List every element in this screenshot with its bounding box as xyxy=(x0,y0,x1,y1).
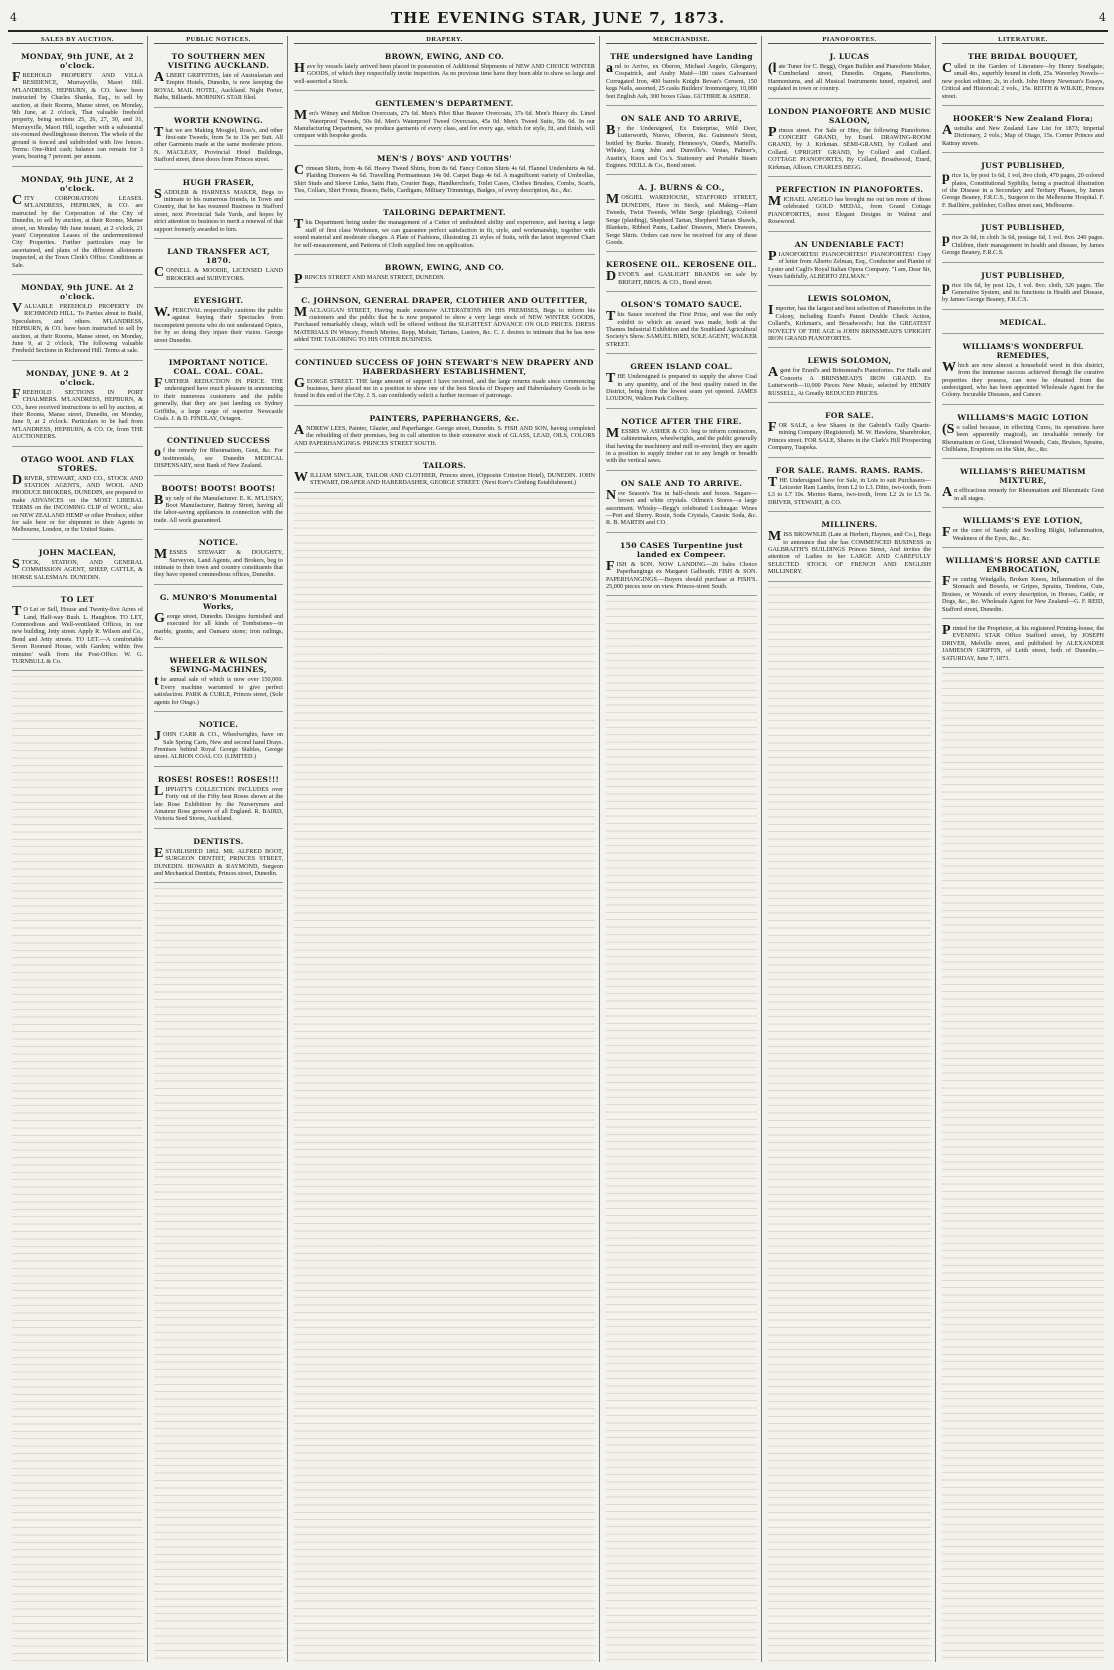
advertisement xyxy=(768,47,931,99)
advertisement xyxy=(12,278,143,361)
advertisement xyxy=(154,431,283,475)
ad-heading: MONDAY, 9th JUNE, At 2 o'clock. xyxy=(21,52,134,70)
ad-heading: CONTINUED SUCCESS OF JOHN STEWART'S NEW DRAPERY AND HABERDASHERY ESTABLISHMENT, xyxy=(295,357,594,376)
advertisement xyxy=(768,406,931,458)
column-header: DRAPERY. xyxy=(294,36,595,44)
ad-body: DRIVER, STEWART, AND CO., STOCK AND STATION AGENTS, AND WOOL AND PRODUCE BROKERS, DUNEDIN, are prepared to make ADVANCES on the MOST LIBERAL TERMS on the INCOMING CLIP of WOOL; also on NEW ZEALAND HEMP or other Produce, either for sale here or for shipment to their Agents in Melbourne, London, or the United States. xyxy=(12,472,143,534)
ad-body: New Season's Tea in half-chests and boxes. Sugars—brown and white crystals. Oilmen's Stores—a large assortment. Whisky—Begg's celebrated Lochnagar. Wines—Port and Sherry. Rosin, Soda Crystals, Caustic Soda, &c. R. B. MARTIN and CO. xyxy=(606,487,757,527)
ad-heading: ON SALE AND TO ARRIVE, xyxy=(620,114,743,124)
ad-heading: HUGH FRASER, xyxy=(182,177,255,187)
advertisement xyxy=(154,173,283,239)
ad-body: PRINCES STREET AND MANSE STREET, DUNEDIN. xyxy=(294,272,446,288)
ad-heading: LONDON PIANOFORTE AND MUSIC SALOON, xyxy=(768,106,931,125)
advertisement xyxy=(942,408,1104,460)
advertisement xyxy=(294,203,595,255)
advertisement xyxy=(942,313,1104,334)
advertisement xyxy=(294,353,595,406)
column-5 xyxy=(764,36,936,1662)
ad-heading: WILLIAMS'S MAGIC LOTION xyxy=(957,412,1089,422)
advertisement xyxy=(154,715,283,767)
ad-body: THE Undersigned is prepared to supply the above Coal in any quantity, and of the best quality raised in the District, being from the lowest seam yet opened. JAMES LOUDON, Walton Park Colliery. xyxy=(606,371,757,403)
ad-body: ANDREW LEES, Painter, Glazier, and Paperhanger. George street, Dunedin. S. FISH AND SON, having completed the rebuilding of their premises, beg to call attention to their extensive stock of GLASS, LEAD, OILS, COLORS AND PAPERHANGINGS. PRINCES STREET SOUTH. xyxy=(294,422,595,447)
column-text-filler xyxy=(294,496,595,1662)
ad-body: Crimean Shirts, from 4s 6d. Heavy Tweed Shirts, from 8s 6d. Fancy Cotton Shirts 4s 6d. Flannel Undershirts 4s 6d. Plaiding Drawers 4s 6d. Travelling Portmanteaus 14s 0d. Carpet Bags 4s 6d. A magnificent variety of Umbrellas, Shirt Studs and Sleeve Links, Satin Hats, Courier Bags, Handkerchiefs, Toilet Cases, Clothes Brushes, Combs, Scarfs, Ties, Collars, Shirt Fronts, Braces, Belts, Cardigans, Military Trimmings, Badges, of every description, &c., &c. xyxy=(294,162,595,195)
advertisement xyxy=(942,511,1104,548)
ad-body: This Department being under the management of a Cutter of undoubted ability and experience, and having a large staff of first class Workmen, we can guarantee perfect satisfaction in fit, style, and workmanship, together with sound material and moderate charges. A Plate of Fashions, illustrating 21 styles of Suits, with the latest improved Chart for self-measurement, and Patterns of Cloth supplied free on application. xyxy=(294,217,595,249)
ad-heading: JUST PUBLISHED, xyxy=(981,161,1065,171)
ad-heading: ON SALE AND TO ARRIVE. xyxy=(620,478,743,488)
ad-body: and to Arrive, ex Oberon, Michael Angelo, Glengarry, Cospatrick, and Araby Maid—180 cases Galvanised Corrugated Iron, 400 barrels Knight Bevan's Cement, 150 kegs Nails, assorted, 25 casks Builders' Ironmongery, 10,000 feet English Ash, 300 boxes Glass. GUTHRIE & ASHER. xyxy=(606,61,757,100)
ad-heading: BROWN, EWING, AND CO. xyxy=(384,263,505,273)
advertisement xyxy=(154,770,283,829)
ad-heading: EYESIGHT. xyxy=(193,295,244,305)
page-number-right: 4 xyxy=(1099,11,1106,24)
advertisement xyxy=(942,109,1104,153)
ad-body: WILLIAM SINCLAIR, TAILOR AND CLOTHIER, Princes street, (Opposite Criterion Hotel), DUNEDIN. JOHN STEWART, DRAPER AND HABERDASHER, GEORGE STREET. (Next Kerr's Clothing Establishment.) xyxy=(294,469,595,487)
ad-body: FREEHOLD SECTIONS IN PORT CHALMERS. M'LANDRESS, HEPBURN, & CO., have received instructions to sell by auction, at their Rooms, Manse street, Dunedin, on Monday, June 9, at 2 o'clock. Particulars to be had from M'LANDRESS, HEPBURN, & CO. Or, from THE AUCTIONEERS. xyxy=(12,386,143,441)
advertisement xyxy=(606,47,757,106)
ad-heading: WILLIAMS'S EYE LOTION, xyxy=(963,516,1083,526)
ad-heading: LEWIS SOLOMON, xyxy=(807,356,892,366)
ad-body: CITY CORPORATION LEASES. M'LANDRESS, HEPBURN, & CO. are instructed by the Corporation of the City of Dunedin, to sell by auction, at their Rooms, Manse street, on Monday 9th June instant, at 2 o'clock, 21 years' Corporation Leases of the undermentioned City Properties. Further particulars may be ascertained, and plans of the different allotments inspected, at the Town Clerk's Office. Conditions at Sale. xyxy=(12,192,143,269)
ad-body: For the cure of Sandy and Swelling Blight, Inflammation, Weakness of the Eyes, &c., &c. xyxy=(942,525,1104,542)
advertisement xyxy=(154,651,283,712)
advertisement xyxy=(154,242,283,288)
advertisement xyxy=(12,450,143,540)
ad-body: JOHN CARR & CO., Wheelwrights, have on Sale Spring Carts, New and second hand Drays. Premises behind Royal George Stables, George street. ALBION COAL CO. (LIMITED.) xyxy=(154,729,283,761)
ad-body: MACLAGGAN STREET, Having made extensive ALTERATIONS IN HIS PREMISES, Begs to inform his customers and the public that he is now prepared to show a very large stock of NEW WINTER GOODS, Purchased remarkably cheap, which will be offered without the SLIGHTEST ADVANCE ON OLD PRICES. DRESS MATERIALS IN Wincey, French Merino, Repp, Mohair, Tartans, Lustres, &c. C. J. desires to intimate that he has now added THE TAILORING TO HIS OTHER BUSINESS. xyxy=(294,304,595,344)
ad-heading: ROSES! ROSES!! ROSES!!! xyxy=(157,774,280,784)
ad-heading: PERFECTION IN PIANOFORTES. xyxy=(775,185,924,195)
ad-body: This Sauce received the First Prize, and was the only exhibit to which an award was made, both at the Thames Industrial Exhibition and the Southland Agricultural Society's Show. SAMUEL BIRD, SOLE AGENT, WALKER STREET. xyxy=(606,309,757,348)
ad-body: MICHAEL ANGELO has brought me out ten more of those celebrated GOLD MEDAL, from Grand Cottage PIANOFORTES, most Elegant Designs in Walnut and Rosewood. xyxy=(768,194,931,226)
ad-heading: MONDAY, JUNE 9. At 2 o'clock. xyxy=(25,368,130,387)
ad-heading: WILLIAMS'S WONDERFUL REMEDIES, xyxy=(962,341,1084,360)
advertisement xyxy=(942,47,1104,106)
advertisement xyxy=(154,291,283,350)
advertisement xyxy=(942,266,1104,310)
ad-heading: AN UNDENIABLE FACT! xyxy=(794,239,905,249)
ad-heading: MILLINERS. xyxy=(821,520,878,530)
ad-body: Culled in the Garden of Literature—by Henry Southgate; small 4to., superbly bound in cloth, 25s. Waverley Novels—new pocket edition; 2s, in cloth. John Henry Newman's Essays, Critical and Historical; 2 vols., 15s. REITH & WILKIE, Princes street. xyxy=(942,61,1104,100)
column-4 xyxy=(602,36,762,1662)
ad-body: George street, Dunedin. Designs furnished and executed for all kinds of Tombstones—in marble, granite, and Oamaru stone; iron railings, &c. xyxy=(154,610,283,643)
ad-body: TO Let or Sell, House and Twenty-five Acres of Land, Half-way Bush. L. Haughton. TO LET, Commodious and Well-ventilated Offices, in our new building, Jetty street. Apply R. Wilson and Co., Bond and Jetty streets. TO LET.—A comfortable Seven Roomed House, with Garden; within five minutes' walk from the Post-Office. W. G. TURNBULL & Co. xyxy=(12,604,143,665)
advertisement xyxy=(154,47,283,108)
ad-heading: TO SOUTHERN MEN VISITING AUCKLAND. xyxy=(167,52,270,70)
ad-heading: NOTICE. xyxy=(198,538,239,548)
advertisement xyxy=(154,832,283,884)
ad-body: MISS BROWNLIE (Late at Herbert, Haynes, and Co.), Begs to announce that she has COMMENCED BUSINESS in GALBRAITH'S BUILDINGS Princes Street, And invites the attention of Ladies to her LARGE AND CAREFULLY SELECTED STOCK OF FRENCH AND ENGLISH MILLINERY. xyxy=(768,529,931,576)
advertisement xyxy=(294,149,595,201)
ad-heading: KEROSENE OIL. KEROSENE OIL. xyxy=(606,260,757,270)
ad-body: ESTABLISHED 1862. MR. ALFRED BOOT, SURGEON DENTIST, PRINCES STREET, DUNEDIN. HOWARD & RAYMOND, Surgeon and Mechanical Dentists, Princes street, Dunedin. xyxy=(154,845,283,877)
column-header: MERCHANDISE. xyxy=(606,36,757,44)
ad-body: Australia and New Zealand Law List for 1873; Imperial Dictionary, 2 vols.; Map of Otago, 15s. Corner Princes and Rattray streets. xyxy=(942,123,1104,147)
advertisement xyxy=(12,364,143,447)
advertisement xyxy=(768,515,931,581)
ad-body: price 2s 6d, in cloth 3s 6d, postage 6d, 1 vol. 8vo. 240 pages. Children, their management in health and disease, by James George Beaney, F.R.C.S. xyxy=(942,232,1104,257)
advertisement xyxy=(294,291,595,350)
advertisement xyxy=(606,474,757,533)
ad-heading: TAILORS. xyxy=(422,460,467,470)
ad-heading: GENTLEMEN'S DEPARTMENT. xyxy=(375,99,514,109)
column-6 xyxy=(938,36,1108,1662)
column-text-filler xyxy=(606,599,757,1662)
column-header: PUBLIC NOTICES. xyxy=(154,36,283,44)
column-3 xyxy=(290,36,600,1662)
ad-heading: OLSON'S TOMATO SAUCE. xyxy=(620,300,743,310)
ad-heading: NOTICE. xyxy=(198,720,239,730)
ad-body: GEORGE STREET. THE large amount of support I have received, and the large returns made since commencing business, have placed me in a position to show one of the best Stocks of Drapery and Haberdashery Goods to be found in this end of the City. J. S. can confidently solicit a further increase of patronage. xyxy=(294,375,595,400)
advertisement xyxy=(606,357,757,409)
ad-heading: HOOKER'S New Zealand Flora; xyxy=(952,114,1094,124)
advertisement xyxy=(606,536,757,597)
ad-body: (So called because, in effecting Cures, its operations have been apparently magical), an invaluable remedy for Rheumatism or Gout, Ulcerated Wounds, Cuts, Bruises, Sprains, Chilblains, Eruptions on the Skin, &c., &c. xyxy=(942,421,1104,453)
ad-body: Which are now almost a household word in this district, from the immense success achieved through the curative properties they possess, can now be obtained from the undersigned, who has been appointed Wholesale Agent for the Colony. Incurable Diseases, and Cancer. xyxy=(942,359,1104,399)
ad-body: PIANOFORTES! PIANOFORTES!! PIANOFORTES! Copy of letter from Alberto Zelman, Esq., Conductor and Pianist of Lyster and Cagli's Royal Italian Opera Company. "I am, Dear Sir, Yours faithfully, ALBERTO ZELMAN." xyxy=(768,248,931,280)
advertisement xyxy=(154,588,283,649)
advertisement xyxy=(12,170,143,275)
column-text-filler xyxy=(942,671,1104,1662)
advertisement xyxy=(294,409,595,453)
ad-body: SADDLER & HARNESS MAKER, Begs to intimate to his numerous friends, in Town and Country, that he has resumed Business in Stafford street, next Provincial Sale Yards, and hopes by strict attention to business to merit a renewal of that support formerly awarded to him. xyxy=(154,186,283,233)
ad-body: VALUABLE FREEHOLD PROPERTY IN RICHMOND HILL. To Parties about to Build, Speculators, and others. M'LANDRESS, HEPBURN, & CO. have been instructed to sell by auction, at their Rooms, Manse street, on Monday, June 9, at 2 o'clock, The following valuable Freehold Sections in Richmond Hill. Terms at sale. xyxy=(12,300,143,355)
ad-body: THE Undersigned have for Sale, in Lots to suit Purchasers—Leicester Ram Lambs, from L2 to L3. Ditto, two-tooth, from L3 to L7 10s. Merino Rams, two-tooth, from L2 2s to L5 5s. DRIVER, STEWART, & CO. xyxy=(768,474,931,506)
ad-body: CONNELL & MOODIE, LICENSED LAND BROKERS and SURVEYORS. xyxy=(154,265,283,282)
advertisement xyxy=(768,102,931,177)
ad-body: FURTHER REDUCTION IN PRICE. THE undersigned have much pleasure in announcing to their numerous customers and the public generally, that they are just landing ex Sydney Griffiths, a large cargo of superior Newcastle Coals. J. & D. FINDLAY, Octagon. xyxy=(154,375,283,422)
ad-body: price 10s 6d, by post 12s, 1 vol. 8vo. cloth, 326 pages. The Generative System, and its functions in Health and Disease, by James George Beaney, F.R.C.S. xyxy=(942,279,1104,304)
advertisement xyxy=(154,479,283,531)
ad-body: Princes street. For Sale or Hire, the following Pianofortes: CONCERT GRAND, by Erard. DRAWING-ROOM GRAND, by J. Kirkman. SEMI-GRAND, by Collard and Collard. UPRIGHT GRAND, by Collard and Collard. COTTAGE PIANOFORTES, By Collard, Broadwood, Erard, Kirkman, Allison. CHARLES BEGG. xyxy=(768,124,931,171)
ad-heading: BROWN, EWING, AND CO. xyxy=(384,52,505,61)
ad-heading: PAINTERS, PAPERHANGERS, &c. xyxy=(369,413,520,423)
ad-heading: MEDICAL. xyxy=(999,317,1047,327)
ad-body: Have by vessels lately arrived been placed in possession of Additional Shipments of NEW AND CHOICE WINTER GOODS, of which they respectfully invite inspection. As no previous time have they been able to show so large and well-assorted a Stock. xyxy=(294,61,595,85)
advertisement xyxy=(942,551,1104,619)
ad-body: For curing Windgalls, Broken Knees, Inflammation of the Stomach and Bowels, or Gripes, Sprains, Tendons, Cuts, Bruises, or Wounds of every description, in Horses, Cattle, or Dogs, &c., &c. Wholesale Agent for New Zealand—G. F. REID, Stafford street, Dunedin. xyxy=(942,574,1104,613)
ad-heading: LAND TRANSFER ACT, 1870. xyxy=(167,247,270,266)
advertisement xyxy=(768,235,931,287)
advertisement xyxy=(294,456,595,493)
ad-heading: DENTISTS. xyxy=(193,836,244,846)
ad-body: By the Undersigned, Ex Enterprise, Wild Deer, Lutterworth, Nuovo, Oberon, &c. Guinness's Stout, bottled by Burke. Brandy, Hennessy's, Otard's, Martell's. Whisky, Long John and Dunville's. Vestas, Palmer's, Austin's, Knox and Co.'s. Stationery and Portable Steam Engines. NEILL & Co., Bond street. xyxy=(606,123,757,170)
ad-body: MESSES STEWART & DOUGHTY, Surveyors, Land Agents, and Brokers, beg to intimate to their town and country constituents that they have opened commodious offices, Dunedin. xyxy=(154,547,283,579)
advertisement xyxy=(768,351,931,403)
ad-heading: C. JOHNSON, GENERAL DRAPER, CLOTHIER AND OUTFITTER, xyxy=(301,295,588,305)
ad-body: Men's Witney and Melton Overcoats, 27s 6d. Men's Pilot Blue Beaver Overcoats, 37s 6d. Men's Heavy do. Lined Waterproof Tweeds, 50s 0d. Men's Waterproof Tweed Overcoats, 45s 0d. Men's Tweed Suits, 50s 0d. In our Manufacturing Department, we produce garments of every class, and for every age, which for style, fit, and finish, will compare with bespoke goods. xyxy=(294,108,595,140)
ad-body: An efficacious remedy for Rheumatism and Rheumatic Gout in all stages. xyxy=(942,485,1104,502)
ad-body: of the remedy for Rheumatism, Gout, &c. For testimonials, see Dunedin MEDICAL DISPENSARY, next Bank of New Zealand. xyxy=(154,445,283,470)
advertisement xyxy=(294,47,595,91)
ad-heading: OTAGO WOOL AND FLAX STORES. xyxy=(20,454,135,473)
advertisement xyxy=(606,178,757,252)
ad-heading: JUST PUBLISHED, xyxy=(981,223,1065,233)
ad-body: DEVOE'S and GASLIGHT BRANDS on sale by BRIGHT, BROS. & CO., Bond street. xyxy=(606,269,757,286)
ad-heading: JOHN MACLEAN, xyxy=(38,547,117,557)
ad-heading: THE BRIDAL BOUQUET, xyxy=(968,52,1078,61)
page-number-left: 4 xyxy=(10,11,17,24)
advertisement xyxy=(942,337,1104,405)
column-2 xyxy=(150,36,288,1662)
column-header: SALES BY AUCTION. xyxy=(12,36,143,44)
newspaper-title: THE EVENING STAR, JUNE 7, 1873. xyxy=(390,9,726,27)
advertisement xyxy=(12,47,143,167)
ad-body: That we are Making Mosgiel, Ross's, and other first-rate Tweeds, from 5s to 13s per Suit. All other Garments made at the same moderate prices. N. MACLEAY, Provincial Hotel Buildings, Stafford street, three doors from Princes street. xyxy=(154,124,283,164)
ad-heading: CONTINUED SUCCESS xyxy=(166,436,271,446)
ad-heading: IMPORTANT NOTICE. COAL. COAL. COAL. xyxy=(168,357,269,376)
ad-body: ALBERT GRIFFITHS, late of Australasian and Empire Hotels, Dunedin, is now keeping the ROYAL MAIL HOTEL, Auckland. Night Porter, Baths, Billiards. MORNING STAR filed. xyxy=(154,70,283,102)
advertisement xyxy=(12,590,143,671)
ad-body: FOR SALE, a few Shares in the Gabriel's Gully Quartz-mining Company (Registered). M. W. Hawkins, Sharebroker, Princes street. FOR SALE, Shares in the Clark's Hill Prospecting Company, Tuapeka. xyxy=(768,419,931,452)
ad-heading: WORTH KNOWING. xyxy=(173,115,264,125)
ad-heading: JUST PUBLISHED, xyxy=(981,270,1065,280)
ad-body: STOCK, STATION, AND GENERAL COMMISSION AGENT, SHEEP, CATTLE, & HORSE SALESMAN. DUNEDIN. xyxy=(12,556,143,581)
advertisement xyxy=(942,156,1104,215)
advertisement xyxy=(768,180,931,232)
advertisement xyxy=(768,461,931,513)
ad-heading: GREEN ISLAND COAL. xyxy=(630,362,733,372)
ad-heading: A. J. BURNS & CO., xyxy=(638,183,725,193)
advertisement xyxy=(154,111,283,170)
ad-body: FISH & SON. NOW LANDING—20 bales Choice Paperhangings ex Margaret Galbraith. FISH & SON. PAPERHANGINGS.—Buyers should purchase at FISH'S. 25,000 pieces now on view. Princes-street South. xyxy=(606,558,757,591)
advertisement xyxy=(154,533,283,585)
advertisement xyxy=(12,543,143,587)
ad-heading: NOTICE AFTER THE FIRE. xyxy=(621,416,742,426)
ad-body: Buy only of the Manufacturer. E. K. M'LUSKY, Boot Manufacturer, Battray Street, having all the labor-saving appliances in connection with the trade. All work guaranteed. xyxy=(154,492,283,524)
ad-heading: FOR SALE. RAMS. RAMS. RAMS. xyxy=(775,465,924,475)
ad-heading: MONDAY, 9th JUNE, At 2 o'clock. xyxy=(21,174,134,193)
column-text-filler xyxy=(768,585,931,1662)
ad-heading: THE undersigned have Landing xyxy=(610,52,753,61)
ad-body: Printed for the Proprietor, at his registered Printing-house, the EVENING STAR Office Stafford street, by JOSEPH DRIVER, Melville street, and published by ALEXANDER JAMIESON GRIFFIN, of Leith street, both of Dunedin.—SATURDAY, June 7, 1873. xyxy=(942,623,1104,662)
column-1 xyxy=(8,36,148,1662)
ad-body: FREEHOLD PROPERTY AND VILLA RESIDENCE, Murrayville, Maori Hill. M'LANDRESS, HEPBURN, & CO. have been instructed by Charles Shanks, Esq., to sell by auction, at their Rooms, Manse street, on Monday, 9th June, at 2 o'clock, That valuable freehold property, being sections 25, 26, 27, 30, and 31, Murrayville, Maori Hill, together with a substantial six-roomed dwellinghouse thereon. The whole of the ground is fenced and subdivided with live fences. Terms: One-third cash; balance can remain for 3 years, bearing 7 percent. per annum. xyxy=(12,70,143,161)
ad-body: W.PERCIVAL respectfully cautions the public against buying their Spectacles from incompetent persons who do not understand Optics, for by so doing they injure their vision. George street Dunedin. xyxy=(154,304,283,344)
advertisement xyxy=(606,412,757,471)
column-header: LITERATURE. xyxy=(942,36,1104,44)
ad-heading: MONDAY, 9th JUNE. At 2 o'clock. xyxy=(21,282,134,301)
ad-heading: WHEELER & WILSON SEWING-MACHINES, xyxy=(169,656,268,675)
ad-heading: 150 CASES Turpentine just landed ex Compeer. xyxy=(620,540,743,559)
ad-body: Importer, has the largest and best selection of Pianofortes in the Colony, including Erard's Patent Double Check Action, Collard's, Kirkman's, and Broadwood's; but the GREATEST NOVELTY OF THE AGE is JOHN BRINSMEAD'S UPRIGHT IRON GRAND PIANOFORTES. xyxy=(768,303,931,342)
ad-heading: J. LUCAS xyxy=(829,52,870,61)
advertisement xyxy=(294,94,595,146)
column-text-filler xyxy=(154,886,283,1662)
advertisement xyxy=(942,462,1104,508)
ad-heading: BOOTS! BOOTS! BOOTS! xyxy=(161,483,276,493)
ad-heading: WILLIAMS'S HORSE AND CATTLE EMBROCATION, xyxy=(945,556,1101,574)
ad-heading: FOR SALE. xyxy=(825,410,874,420)
advertisement xyxy=(942,622,1104,668)
column-header: PIANOFORTES. xyxy=(768,36,931,44)
ad-body: the annual sale of which is now over 150,000. Every machine warranted to give perfect satisfaction. PARK & CURLE, Princes street, (Sole agents for Otago.) xyxy=(154,674,283,706)
ad-heading: TAILORING DEPARTMENT. xyxy=(383,208,506,218)
ad-heading: MEN'S / BOYS' AND YOUTHS' xyxy=(377,153,512,163)
ad-heading: WILLIAMS'S RHEUMATISM MIXTURE, xyxy=(960,467,1086,486)
advertisement xyxy=(606,109,757,175)
ad-heading: LEWIS SOLOMON, xyxy=(807,294,892,304)
newspaper-page xyxy=(8,6,1108,1664)
advertisement xyxy=(768,289,931,348)
ad-body: price 1s, by post 1s 6d, 1 vol, 8vo cloth, 470 pages, 20 colored plates, Constitutional Syphilis, being a practical illustration of the Disease in a Secondary and Tertiary Phases, by James George Beaney, F.R.C.S., Surgeon to the Melbourne Hospital. F. F. Baillière, publisher, Collins street east, Melbourne. xyxy=(942,170,1104,209)
ad-body: MOSGIEL WAREHOUSE, STAFFORD STREET, DUNEDIN, Have in Stock, and Making—Plain Tweeds, Twist Tweeds, White Serge (plaiding), Colored Serge (plaiding), Shepherd Tartan, Shepherd Tartan Shawls, Blankets, Ribbed Pants, Ladies' Drawers, Men's Drawers, Serge Shirts. Orders can now be received for any of these Goods. xyxy=(606,192,757,246)
ad-body: MESSRS W. ASHER & CO. beg to inform contractors, cabinetmakers, wheelwrights, and the public generally that having the machinery and mill re-erected, they are again in a position to supply timber cut to any length or breadth with the vertical saws. xyxy=(606,425,757,465)
masthead xyxy=(8,6,1108,32)
advertisement xyxy=(942,218,1104,262)
ad-body: Agent for Erard's and Brinsmead's Pianofortes. For Halls and Concerts A BRINSMEAD'S IRON GRAND. Ex Lutterworth—10,000 Pieces New Music, selected by HENRY RUSSELL, At Greatly REDUCED PRICES. xyxy=(768,365,931,397)
column-text-filler xyxy=(12,674,143,1662)
advertisement xyxy=(154,353,283,428)
ad-body: LIPPIATT'S COLLECTION INCLUDES over Forty out of the Fifty best Roses shown at the late Rose Exhibition by the Nurserymen and Amateur Rose growers of all England. R. BAIRD, Victoria Seed Stores, Auckland. xyxy=(154,783,283,823)
ad-heading: TO LET xyxy=(60,595,95,605)
ad-body: (late Tuner for C. Begg), Organ Builder and Pianoforte Maker, Cumberland street, Dunedin. Organs, Pianofortes, Harmoniums, and all Musical Instruments tuned, repaired, and regulated in town or country. xyxy=(768,61,931,93)
advertisement xyxy=(294,258,595,287)
ad-heading: G. MUNRO'S Monumental Works, xyxy=(159,592,278,611)
advertisement xyxy=(606,255,757,292)
advertisement xyxy=(606,295,757,354)
